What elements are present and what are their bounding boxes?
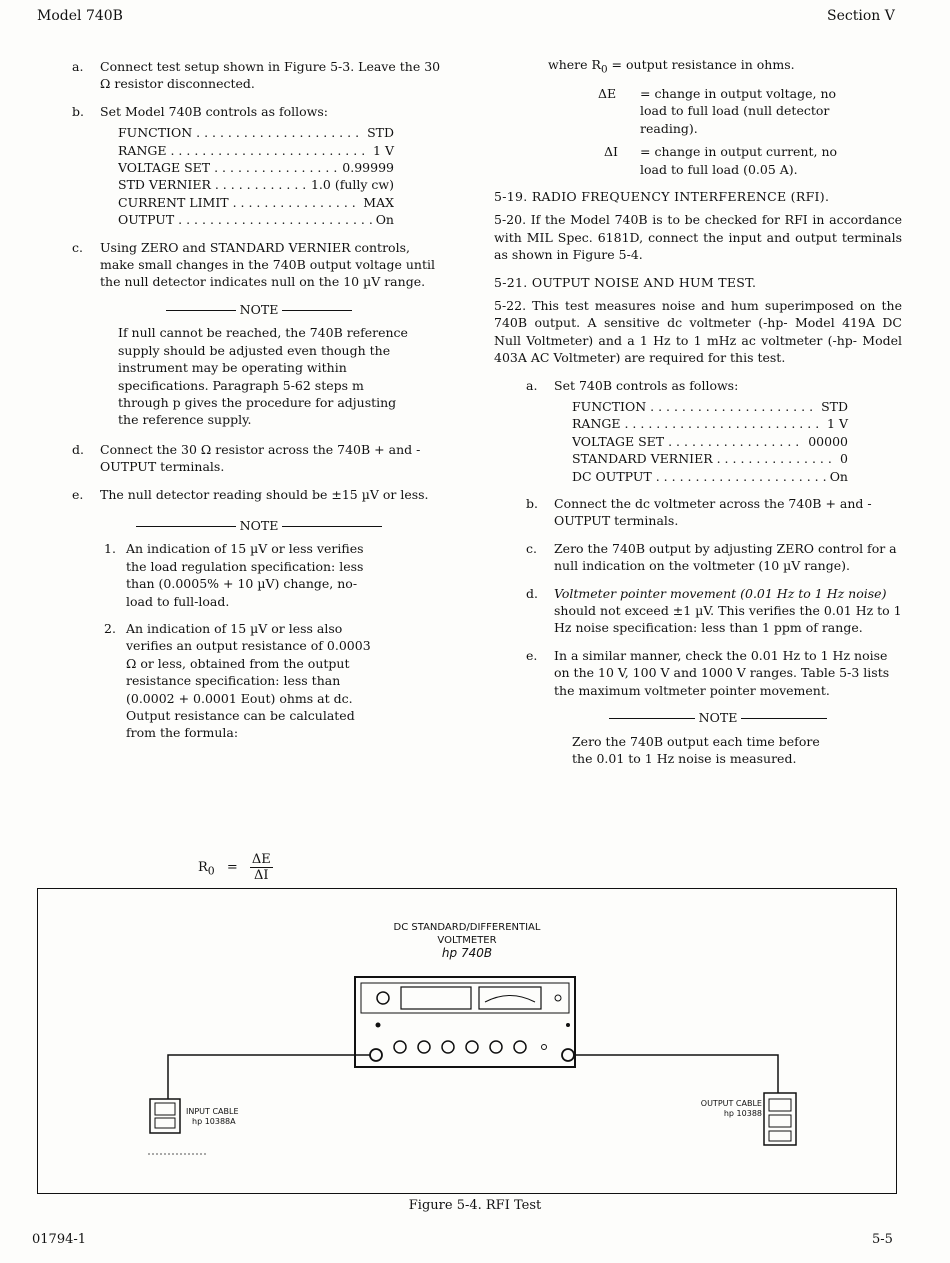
step-text: Connect the dc voltmeter across the 740B + and - OUTPUT terminals. — [554, 496, 872, 529]
step-text: Connect test setup shown in Figure 5-3. Leave the 30 Ω resistor disconnected. — [100, 59, 441, 92]
paragraph: 5-20. If the Model 740B is to be checked for RFI in accordance with MIL Spec. 6181D, connect the input and output terminals as shown in Figure 5-4. — [494, 212, 902, 263]
note-body: Zero the 740B output each time before the 0.01 to 1 Hz noise is measured. — [572, 733, 820, 766]
connector-plug-icon — [769, 1115, 791, 1127]
knob-icon — [418, 1041, 430, 1053]
step-d — [526, 585, 902, 637]
input-cable-part: hp 10388A — [192, 1117, 236, 1126]
control-key: FUNCTION . . . — [118, 124, 363, 141]
step-text: Set 740B controls as follows: — [554, 377, 739, 393]
step-text: In a similar manner, check the 0.01 Hz to 1 Hz noise on the 10 V, 100 V and 1000 V ranges. Table 5-3 lists the maximum voltmeter pointer movement. — [554, 647, 890, 698]
control-row — [118, 124, 394, 141]
control-key: FUNCTION . . . — [572, 398, 817, 415]
control-row — [118, 176, 394, 193]
note-title: NOTE — [239, 517, 279, 533]
step-label: b. — [72, 103, 84, 119]
input-cable-line — [168, 1055, 370, 1099]
control-key: VOLTAGE SET . . . — [118, 159, 338, 176]
step-text-italic: Voltmeter pointer movement (0.01 Hz to 1 Hz noise) — [554, 585, 887, 601]
paragraph: 5-22. This test measures noise and hum superimposed on the 740B output. A sensitive dc voltmeter (-hp- Model 419A DC Null Voltmeter) and a 1 Hz to 1 mHz ac voltmeter (-hp- Model 403A AC Voltmeter) are required for this test. — [494, 297, 902, 366]
step-text: The null detector reading should be ±15 µV or less. — [100, 486, 429, 502]
step-b — [526, 495, 902, 530]
meter-arc-icon — [485, 996, 535, 1003]
control-row — [572, 415, 848, 432]
note-title: NOTE — [698, 710, 738, 726]
indicator-icon — [566, 1023, 570, 1027]
figure-caption: Figure 5-4. RFI Test — [408, 1198, 542, 1213]
connector-plug-icon — [155, 1118, 175, 1128]
instrument-diagram — [38, 889, 896, 1193]
control-row — [118, 159, 394, 176]
where-definition — [494, 56, 902, 79]
control-row — [572, 468, 848, 485]
input-cable-label — [186, 1107, 239, 1127]
definition-text: = change in output voltage, no load to full load (null detector reading). — [640, 85, 837, 136]
step-label: a. — [72, 59, 84, 74]
step-e — [526, 647, 902, 699]
note-heading — [72, 301, 446, 318]
formula-eq: = — [226, 860, 238, 875]
control-value: MAX — [363, 194, 394, 210]
controls-table — [118, 124, 446, 228]
control-value: STD — [821, 399, 848, 414]
control-row — [572, 433, 848, 450]
control-value: On — [375, 212, 394, 228]
note-title: NOTE — [239, 301, 279, 317]
knob-icon — [514, 1041, 526, 1053]
where-sub: 0 — [600, 63, 608, 76]
step-b — [72, 103, 446, 229]
section-heading: 5-19. RADIO FREQUENCY INTERFERENCE (RFI). — [494, 188, 830, 204]
control-key: STD VERNIER . . . — [118, 176, 307, 193]
output-cable-name: OUTPUT CABLE — [700, 1099, 762, 1108]
note-item-label: 2. — [104, 620, 116, 636]
controls-table — [572, 398, 902, 485]
step-label: c. — [526, 540, 537, 556]
step-label: d. — [72, 441, 84, 457]
knob-icon — [394, 1041, 406, 1053]
figure-title-line: VOLTMETER — [437, 935, 497, 946]
step-text: Using ZERO and STANDARD VERNIER controls, make small changes in the 740B output voltage until the null detector indicates null on the 10 µV range. — [100, 239, 435, 290]
control-key: RANGE . . . — [118, 142, 369, 159]
definition — [494, 85, 862, 137]
definition-text: = change in output current, no load to full load (0.05 A). — [640, 144, 838, 177]
left-column — [72, 58, 446, 752]
note-list — [104, 540, 382, 741]
control-value: 0.99999 — [342, 160, 394, 176]
input-cable-name: INPUT CABLE — [186, 1107, 239, 1116]
control-value: 00000 — [808, 433, 848, 449]
note-item-label: 1. — [104, 541, 116, 557]
control-value: STD — [367, 125, 394, 141]
step-label: e. — [72, 486, 84, 502]
control-value: 0 — [840, 451, 848, 467]
control-row — [118, 194, 394, 211]
figure-rfi-test — [37, 888, 897, 1194]
step-label: e. — [526, 647, 538, 663]
input-terminal-icon — [370, 1049, 382, 1061]
control-row — [118, 142, 394, 159]
formula-lhs: R — [198, 860, 208, 875]
output-resistance-formula — [198, 852, 273, 883]
switch-icon — [555, 995, 561, 1001]
control-row — [572, 398, 848, 415]
output-terminal-icon — [562, 1049, 574, 1061]
definition-symbol: ΔI — [604, 144, 618, 160]
control-key: DC OUTPUT . . . — [572, 468, 826, 485]
control-key: OUTPUT . . . — [118, 211, 372, 228]
connector-plug-icon — [769, 1131, 791, 1141]
footer-page-number: 5-5 — [872, 1232, 893, 1247]
step-c — [526, 540, 902, 575]
step-label: c. — [72, 239, 83, 255]
right-column — [494, 56, 902, 767]
note-heading — [534, 709, 902, 726]
control-value: 1 V — [373, 142, 394, 158]
connector-plug-icon — [155, 1103, 175, 1115]
knob-icon — [442, 1041, 454, 1053]
knob-icon — [466, 1041, 478, 1053]
output-cable-label — [684, 1099, 762, 1119]
formula-fraction — [250, 852, 273, 883]
header-model: Model 740B — [37, 8, 123, 24]
note-body: If null cannot be reached, the 740B reference supply should be adjusted even though the instrument may be operating within specifications. Paragraph 5-62 steps m through p gives the procedure for adjusting the reference supply. — [118, 325, 408, 428]
control-value: 1 V — [827, 416, 848, 432]
where-intro: where — [548, 57, 588, 72]
formula-numerator: ΔE — [251, 852, 271, 867]
step-text: Set Model 740B controls as follows: — [100, 103, 328, 119]
note-heading — [72, 517, 446, 534]
footer-doc-number: 01794-1 — [32, 1232, 87, 1247]
step-a — [526, 377, 902, 485]
step-text: Zero the 740B output by adjusting ZERO control for a null indication on the voltmeter (10 µV range). — [554, 540, 897, 574]
step-label: d. — [526, 585, 538, 601]
note-item — [104, 620, 382, 742]
definition — [494, 143, 862, 178]
step-c — [72, 239, 446, 291]
knob-icon — [542, 1045, 547, 1050]
note-item-text: An indication of 15 µV or less verifies the load regulation specification: less than (0.0005% + 10 µV) change, no-load to full-load. — [126, 541, 364, 609]
note-item-text: An indication of 15 µV or less also verifies an output resistance of 0.0003 Ω or less, obtained from the output resistance specification: less than (0.0002 + 0.0001 Eout) ohms at dc. Output resistance can be calculated from the formula: — [126, 620, 371, 741]
control-key: RANGE . . . — [572, 415, 823, 432]
formula-sub: 0 — [207, 864, 215, 878]
figure-title-line: hp 740B — [441, 946, 493, 960]
control-row — [118, 211, 394, 228]
step-a — [72, 58, 446, 93]
definition-symbol: ΔE — [598, 85, 617, 101]
output-cable-line — [574, 1055, 778, 1093]
knob-icon — [490, 1041, 502, 1053]
step-e — [72, 486, 446, 503]
output-cable-part: hp 10388 — [723, 1109, 762, 1118]
indicator-icon — [376, 1023, 381, 1028]
connector-plug-icon — [769, 1099, 791, 1111]
readout-window — [401, 987, 471, 1009]
control-row — [572, 450, 848, 467]
step-label: a. — [526, 377, 538, 393]
where-symbol: R — [591, 57, 601, 72]
step-d — [72, 441, 446, 476]
meter-window — [479, 987, 541, 1009]
control-value: On — [829, 468, 848, 484]
figure-title-line: DC STANDARD/DIFFERENTIAL — [393, 922, 541, 933]
step-text: Connect the 30 Ω resistor across the 740B + and - OUTPUT terminals. — [100, 441, 421, 475]
voltage-set-knobs — [394, 1041, 547, 1053]
control-key: STANDARD VERNIER . . . — [572, 450, 836, 467]
step-text: should not exceed ±1 µV. This verifies the 0.01 Hz to 1 Hz noise specification: less than 1 ppm of range. — [554, 603, 902, 636]
header-section: Section V — [827, 8, 895, 24]
step-label: b. — [526, 496, 538, 512]
where-text: = output resistance in ohms. — [611, 57, 795, 72]
zero-knob-icon — [377, 992, 389, 1004]
instrument-outline — [355, 977, 575, 1067]
control-value: 1.0 (fully cw) — [310, 177, 394, 193]
control-key: VOLTAGE SET . . . — [572, 433, 804, 450]
note-item — [104, 540, 382, 610]
formula-denominator: ΔI — [254, 868, 269, 883]
section-heading: 5-21. OUTPUT NOISE AND HUM TEST. — [494, 274, 757, 290]
control-key: CURRENT LIMIT . . . — [118, 194, 359, 211]
